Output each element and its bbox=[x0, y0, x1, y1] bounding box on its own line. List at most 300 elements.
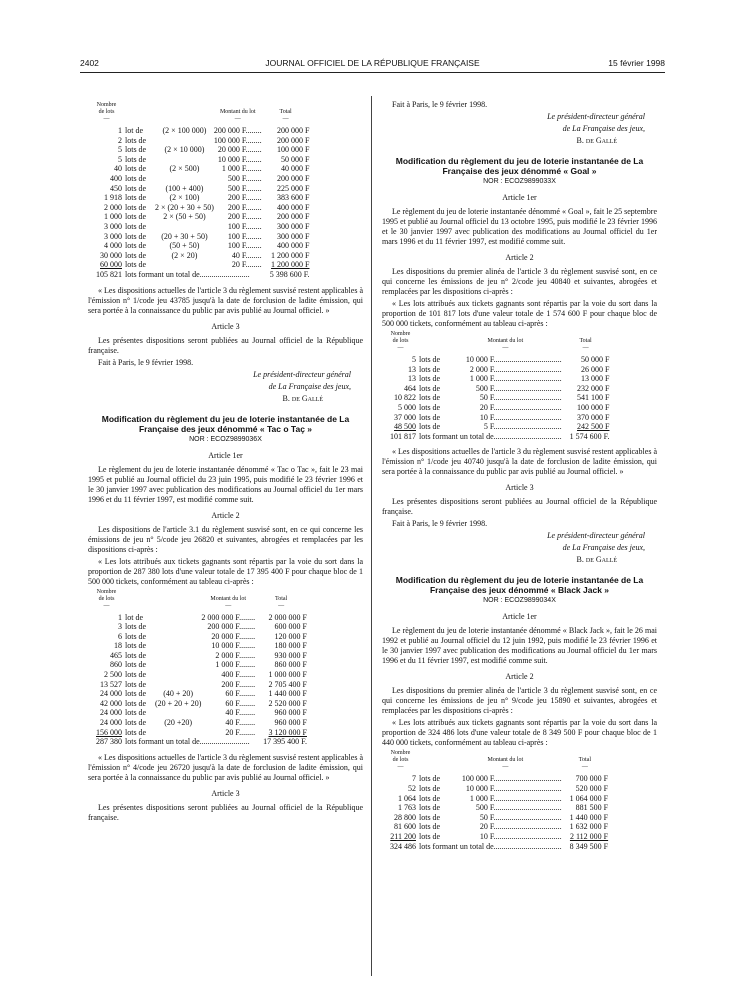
table-row bbox=[88, 689, 307, 699]
lot-amount: 500 F.................................. bbox=[475, 803, 562, 813]
lot-count: 211 200 bbox=[390, 831, 416, 841]
paragraph: « Les lots attribués aux tickets gagnants sont répartis par la voie du sort dans la proportion de 287 380 lots d'une valeur totale de 17 395 400 F pour chaque bloc de 1 500 000 tickets, conformément au tableau ci-après : bbox=[88, 556, 363, 586]
lot-total: 1 440 000 F bbox=[268, 689, 307, 699]
lot-amount: 2 000 000 F........ bbox=[201, 612, 256, 622]
lot-composition: (20 + 30 + 50) bbox=[161, 231, 208, 241]
paragraph: Les dispositions du premier alinéa de l'article 3 du règlement susvisé sont, en ce qui concerne les émissions de jeu n° 9/code jeu 15890 et suivantes, abrogées et remplacées par les dispositions ci-après : bbox=[382, 686, 657, 716]
lot-total: 1 000 000 F bbox=[268, 670, 307, 680]
lot-amount: 200 000 F........ bbox=[207, 622, 256, 632]
lot-amount: 100 F........ bbox=[227, 241, 262, 251]
paragraph: « Les dispositions actuelles de l'article 3 du règlement susvisé restent applicables à l'émission n° 4/code jeu 26720 jusqu'à la date de forclusion de ladite émission, qui sera portée à la connaissance du public par avis publié au Journal officiel. » bbox=[88, 752, 363, 782]
lot-count: 5 bbox=[118, 154, 122, 164]
table-total-row bbox=[382, 842, 608, 852]
lot-amount: 200 000 F........ bbox=[213, 126, 262, 135]
lot-amount: 100 000 F.................................. bbox=[461, 774, 562, 784]
table-row bbox=[382, 774, 608, 784]
signature-title: Le président-directeur général bbox=[253, 369, 351, 379]
lot-composition bbox=[155, 728, 201, 738]
table-row bbox=[88, 136, 310, 146]
lot-amount: 400 F........ bbox=[221, 670, 256, 680]
lot-total: 40 000 F bbox=[281, 164, 310, 174]
section-title: Modification du règlement du jeu de loterie instantanée de La Française des jeux dénommé « Tac o Taç » bbox=[101, 413, 350, 434]
lot-count: 13 bbox=[408, 374, 416, 384]
lots-table-1 bbox=[88, 102, 310, 280]
lot-count: 13 527 bbox=[100, 679, 122, 689]
table-total-row bbox=[88, 737, 307, 747]
lot-amount: 1 000 F........ bbox=[215, 660, 256, 670]
paragraph: Fait à Paris, le 9 février 1998. bbox=[392, 519, 488, 529]
total-text: lots formant un total de......................... bbox=[125, 737, 250, 747]
lot-count: 4 000 bbox=[104, 241, 122, 251]
lot-label: lots de bbox=[419, 355, 441, 364]
lot-label: lots de bbox=[125, 660, 147, 670]
lot-total: 700 000 F bbox=[575, 774, 609, 784]
lot-composition: (40 + 20) bbox=[163, 689, 194, 699]
total-value: 5 398 600 F. bbox=[269, 269, 310, 279]
lot-amount: 200 F........ bbox=[227, 202, 262, 212]
article-heading: Article 3 bbox=[211, 788, 240, 798]
lot-amount: 50 F.................................. bbox=[479, 812, 562, 822]
lot-label: lots de bbox=[419, 393, 441, 403]
paragraph: Les dispositions de l'article 3.1 du règlement susvisé sont, en ce qui concerne les émissions de jeu n° 5/code jeu 26820 et suivantes, abrogées et remplacées par les dispositions ci-après : bbox=[88, 524, 363, 554]
lot-label: lots de bbox=[125, 708, 147, 718]
lot-count: 1 000 bbox=[104, 212, 122, 222]
lot-total: 200 000 F bbox=[277, 126, 310, 135]
table-row bbox=[88, 155, 310, 165]
lot-count: 42 000 bbox=[100, 698, 122, 708]
lot-composition bbox=[155, 641, 201, 651]
lot-composition bbox=[155, 155, 214, 165]
lot-label: lots de bbox=[125, 193, 147, 203]
table-total-row bbox=[382, 432, 609, 442]
lot-label: lots de bbox=[125, 135, 147, 145]
signature-org: de La Française des jeux, bbox=[268, 381, 351, 391]
lot-total: 300 000 F bbox=[277, 221, 310, 231]
paragraph: Le règlement du jeu de loterie instantanée dénommé « Goal », fait le 25 septembre 1995 et publié au Journal officiel du 13 octobre 1995, puis modifié le 23 février 1996 et le 30 janvier 1997 avec publication des modifications au Journal officiel du 1er mars 1996 et du 11 février 1997, est modifié comme suit. bbox=[382, 207, 657, 246]
lot-label: lots de bbox=[419, 374, 441, 384]
lot-amount: 40 F........ bbox=[225, 718, 256, 728]
lot-count: 81 600 bbox=[394, 822, 416, 832]
lot-label: lots de bbox=[125, 212, 147, 222]
lot-amount: 10 F.................................. bbox=[479, 412, 562, 422]
lot-total: 2 520 000 F bbox=[268, 698, 307, 708]
lot-amount: 10 000 F........ bbox=[217, 154, 262, 164]
lot-composition bbox=[155, 260, 214, 270]
lot-label: lots de bbox=[125, 727, 147, 737]
lot-total: 1 200 000 F bbox=[271, 260, 310, 270]
paragraph: Le règlement du jeu de loterie instantanée dénommé « Tac o Tac », fait le 23 mai 1995 et publié au Journal officiel du 23 juin 1995, puis modifié le 23 février 1996 et le 30 janvier 1997 avec publication des modifications au Journal officiel du 1er mars 1996 et du 11 février 1997, est modifié comme suit. bbox=[88, 464, 363, 504]
table-row bbox=[382, 374, 609, 384]
signature-name: B. de Gallé bbox=[576, 136, 617, 145]
lot-total: 225 000 F bbox=[277, 183, 310, 193]
lot-amount: 100 F........ bbox=[227, 221, 262, 231]
lot-count: 52 bbox=[408, 783, 416, 793]
lot-count: 60 000 bbox=[100, 260, 122, 270]
paragraph: Les présentes dispositions seront publiées au Journal officiel de la République française. bbox=[88, 335, 363, 355]
col-header-count: Nombre de lots — bbox=[96, 588, 117, 609]
lot-amount: 10 000 F.................................. bbox=[465, 783, 562, 793]
lot-composition: (100 + 400) bbox=[165, 183, 204, 193]
signature-title: Le président-directeur général bbox=[547, 112, 645, 121]
lot-label: lots de bbox=[125, 260, 147, 270]
table-row bbox=[88, 260, 310, 270]
lot-amount: 60 F........ bbox=[225, 689, 256, 699]
lot-label: lots de bbox=[419, 793, 441, 803]
section-title: Modification du règlement du jeu de loterie instantanée de La Française des jeux dénommé « Goal » bbox=[395, 156, 644, 176]
table-row bbox=[88, 164, 310, 174]
article-heading: Article 1er bbox=[208, 450, 243, 460]
lot-total: 860 000 F bbox=[274, 660, 307, 670]
lot-count: 28 800 bbox=[394, 812, 416, 822]
lot-amount: 20 000 F........ bbox=[217, 145, 262, 155]
lot-count: 464 bbox=[404, 383, 416, 393]
lot-count: 6 bbox=[118, 631, 122, 641]
lot-count: 2 500 bbox=[104, 670, 122, 680]
lot-total: 120 000 F bbox=[274, 631, 307, 641]
lot-composition bbox=[155, 622, 201, 632]
lot-label: lots de bbox=[125, 250, 147, 260]
table-row bbox=[382, 803, 608, 813]
lot-composition bbox=[155, 670, 201, 680]
lot-total: 50 000 F bbox=[581, 355, 610, 364]
lot-label: lots de bbox=[125, 183, 147, 193]
lot-amount: 500 F.................................. bbox=[475, 383, 562, 393]
lot-amount: 500 F........ bbox=[227, 183, 262, 193]
lot-total: 370 000 F bbox=[577, 412, 610, 422]
lot-composition: 2 × (50 + 50) bbox=[163, 212, 206, 222]
article-heading: Article 2 bbox=[211, 510, 240, 520]
signature-name: B. de Gallé bbox=[576, 555, 617, 565]
lot-label: lot de bbox=[125, 612, 143, 622]
lot-amount: 10 F.................................. bbox=[479, 831, 562, 841]
table-row bbox=[382, 393, 609, 403]
nor-reference: NOR : ECOZ9899036X bbox=[189, 435, 262, 443]
lot-count: 18 bbox=[114, 641, 122, 651]
lot-count: 465 bbox=[110, 650, 122, 660]
lot-label: lots de bbox=[125, 202, 147, 212]
lot-amount: 2 000 F.................................. bbox=[469, 364, 562, 374]
lot-amount: 10 000 F........ bbox=[211, 641, 256, 651]
paragraph: Les présentes dispositions seront publiées au Journal officiel de la République française. bbox=[382, 497, 657, 517]
lot-count: 2 000 bbox=[104, 202, 122, 212]
lot-composition bbox=[155, 613, 201, 623]
total-value: 1 574 600 F. bbox=[569, 431, 610, 441]
lot-count: 156 000 bbox=[96, 727, 122, 737]
lot-total: 200 000 F bbox=[277, 173, 310, 183]
lot-label: lots de bbox=[419, 822, 441, 832]
lot-composition: 2 × (20 + 30 + 50) bbox=[155, 202, 214, 212]
lot-amount: 60 F........ bbox=[225, 698, 256, 708]
total-text: lots formant un total de......................... bbox=[125, 269, 250, 279]
lot-composition bbox=[155, 222, 214, 232]
lot-count: 1 918 bbox=[104, 193, 122, 203]
lot-composition: (20 +20) bbox=[164, 718, 193, 728]
lot-count: 1 bbox=[118, 126, 122, 135]
lot-composition bbox=[155, 136, 214, 146]
table-row bbox=[88, 232, 310, 242]
lot-total: 200 000 F bbox=[277, 212, 310, 222]
col-header-amount: Montant du lot — bbox=[219, 109, 256, 122]
lot-amount: 20 F.................................. bbox=[479, 822, 562, 832]
lot-amount: 500 F........ bbox=[227, 173, 262, 183]
table-row bbox=[382, 822, 608, 832]
lot-composition bbox=[155, 632, 201, 642]
signature-name: B. de Gallé bbox=[282, 393, 323, 403]
article-heading: Article 1er bbox=[502, 612, 537, 622]
col-header-total: Total — bbox=[274, 595, 288, 609]
lot-amount: 1 000 F........ bbox=[221, 164, 262, 174]
paragraph: Fait à Paris, le 9 février 1998. bbox=[98, 357, 194, 367]
lot-count: 5 bbox=[412, 355, 416, 364]
lot-total: 232 000 F bbox=[577, 383, 610, 393]
table-row bbox=[88, 613, 307, 623]
lots-table-2 bbox=[88, 589, 307, 747]
col-header-spacer bbox=[155, 589, 201, 613]
lot-total: 1 632 000 F bbox=[569, 822, 609, 832]
table-row bbox=[88, 699, 307, 709]
left-column bbox=[88, 100, 363, 825]
article-heading: Article 3 bbox=[211, 321, 240, 331]
table-row bbox=[382, 384, 609, 394]
lot-label: lots de bbox=[125, 689, 147, 699]
lot-composition: (2 × 20) bbox=[171, 250, 198, 260]
table-row bbox=[382, 422, 609, 432]
page-header bbox=[80, 58, 665, 72]
lot-composition bbox=[155, 660, 201, 670]
lot-amount: 5 F.................................. bbox=[483, 422, 562, 432]
lot-total: 520 000 F bbox=[575, 783, 609, 793]
table-row bbox=[88, 718, 307, 728]
lot-count: 3 000 bbox=[104, 221, 122, 231]
table-row bbox=[88, 184, 310, 194]
lot-amount: 20 000 F........ bbox=[211, 631, 256, 641]
lot-label: lots de bbox=[419, 402, 441, 412]
lot-amount: 40 F........ bbox=[231, 250, 262, 260]
lot-total: 100 000 F bbox=[577, 402, 610, 412]
lot-label: lots de bbox=[125, 631, 147, 641]
lot-label: lots de bbox=[125, 231, 147, 241]
paragraph: « Les dispositions actuelles de l'article 3 du règlement susvisé restent applicables à l'émission n° 1/code jeu 40740 jusqu'à la date de forclusion de ladite émission, qui sera portée à la connaissance du public par avis publié au Journal officiel. » bbox=[382, 447, 657, 477]
lot-label: lots de bbox=[125, 154, 147, 164]
lot-amount: 10 000 F.................................. bbox=[465, 355, 562, 364]
lot-amount: 200 F........ bbox=[227, 193, 262, 203]
table-row bbox=[88, 212, 310, 222]
col-header-spacer bbox=[155, 102, 214, 126]
lot-count: 13 bbox=[408, 364, 416, 374]
lot-total: 1 440 000 F bbox=[569, 812, 609, 822]
lot-label: lots de bbox=[125, 164, 147, 174]
lot-amount: 20 F........ bbox=[231, 260, 262, 270]
paragraph: Fait à Paris, le 9 février 1998. bbox=[392, 100, 488, 109]
table-row bbox=[88, 670, 307, 680]
lot-count: 2 bbox=[118, 135, 122, 145]
total-count: 287 380 bbox=[96, 737, 122, 747]
column-divider bbox=[371, 96, 372, 976]
lot-count: 1 763 bbox=[398, 803, 416, 813]
total-count: 101 817 bbox=[390, 431, 416, 441]
lot-total: 2 000 000 F bbox=[268, 612, 307, 622]
total-text: lots formant un total de.................................. bbox=[419, 431, 562, 441]
total-text: lots formant un total de.................................. bbox=[419, 841, 562, 851]
lot-total: 1 064 000 F bbox=[569, 793, 609, 803]
col-header-count: Nombre de lots — bbox=[390, 331, 411, 351]
lot-label: lots de bbox=[125, 145, 147, 155]
col-header-spacer bbox=[419, 331, 449, 355]
lot-composition: (2 × 100) bbox=[169, 193, 200, 203]
lot-label: lots de bbox=[125, 173, 147, 183]
lot-count: 3 000 bbox=[104, 231, 122, 241]
lot-label: lots de bbox=[419, 783, 441, 793]
lot-label: lots de bbox=[125, 241, 147, 251]
table-row bbox=[382, 832, 608, 842]
lot-count: 7 bbox=[412, 774, 416, 784]
lot-label: lots de bbox=[419, 803, 441, 813]
lot-count: 860 bbox=[110, 660, 122, 670]
col-header-total: Total — bbox=[578, 757, 591, 771]
lot-amount: 100 000 F........ bbox=[213, 135, 262, 145]
table-row bbox=[88, 622, 307, 632]
lot-composition bbox=[155, 651, 201, 661]
lot-count: 5 000 bbox=[398, 402, 416, 412]
table-row bbox=[88, 145, 310, 155]
paragraph: « Les lots attribués aux tickets gagnants sont répartis par la voie du sort dans la proportion de 101 817 lots d'une valeur totale de 1 574 600 F pour chaque bloc de 500 000 tickets, conformément au tableau ci-après : bbox=[382, 299, 657, 328]
table-row bbox=[382, 355, 609, 365]
lot-label: lots de bbox=[125, 221, 147, 231]
col-header-spacer bbox=[125, 589, 155, 613]
lot-amount: 100 F........ bbox=[227, 231, 262, 241]
lot-composition: (2 × 10 000) bbox=[164, 145, 205, 155]
page-number: 2402 bbox=[80, 58, 99, 68]
lot-amount: 2 000 F........ bbox=[215, 650, 256, 660]
lot-composition bbox=[155, 680, 201, 690]
lot-total: 960 000 F bbox=[274, 708, 307, 718]
lot-total: 2 112 000 F bbox=[569, 831, 609, 841]
table-row bbox=[88, 126, 310, 136]
lot-count: 24 000 bbox=[100, 708, 122, 718]
table-row bbox=[88, 174, 310, 184]
col-header-total: Total — bbox=[279, 109, 292, 122]
table-row bbox=[88, 241, 310, 251]
lot-composition: (20 + 20 + 20) bbox=[155, 698, 202, 708]
lots-table-4 bbox=[382, 750, 608, 851]
nor-reference: NOR : ECOZ9899033X bbox=[483, 178, 556, 185]
signature-title: Le président-directeur général bbox=[547, 531, 645, 541]
right-column bbox=[382, 100, 657, 857]
lot-label: lots de bbox=[419, 831, 441, 841]
table-row bbox=[88, 660, 307, 670]
section-title: Modification du règlement du jeu de loterie instantanée de La Française des jeux dénommé « Black Jack » bbox=[395, 575, 644, 596]
lot-count: 48 500 bbox=[394, 422, 416, 432]
lot-amount: 50 F.................................. bbox=[479, 393, 562, 403]
table-row bbox=[88, 203, 310, 213]
lot-amount: 200 F........ bbox=[221, 679, 256, 689]
lot-label: lots de bbox=[125, 679, 147, 689]
lot-count: 3 bbox=[118, 622, 122, 632]
table-row bbox=[382, 365, 609, 375]
lot-count: 24 000 bbox=[100, 689, 122, 699]
lot-amount: 200 F........ bbox=[227, 212, 262, 222]
lot-amount: 40 F........ bbox=[225, 708, 256, 718]
lot-label: lots de bbox=[125, 698, 147, 708]
lot-total: 541 100 F bbox=[577, 393, 610, 403]
col-header-spacer bbox=[419, 750, 449, 774]
lot-total: 200 000 F bbox=[277, 135, 310, 145]
table-row bbox=[382, 794, 608, 804]
lot-label: lots de bbox=[419, 364, 441, 374]
table-total-row bbox=[88, 270, 310, 280]
article-heading: Article 2 bbox=[505, 672, 534, 682]
total-value: 8 349 500 F bbox=[569, 841, 609, 851]
lot-count: 1 064 bbox=[398, 793, 416, 803]
table-row bbox=[88, 680, 307, 690]
signature-org: de La Française des jeux, bbox=[562, 543, 645, 553]
lot-total: 26 000 F bbox=[581, 364, 610, 374]
lot-total: 3 120 000 F bbox=[268, 727, 307, 737]
lot-total: 50 000 F bbox=[281, 154, 310, 164]
total-count: 105 821 bbox=[96, 269, 122, 279]
col-header-amount: Montant du lot — bbox=[487, 757, 524, 771]
lot-amount: 20 F........ bbox=[225, 727, 256, 737]
lot-composition: (2 × 500) bbox=[169, 164, 200, 174]
lot-label: lots de bbox=[125, 670, 147, 680]
lot-label: lots de bbox=[125, 650, 147, 660]
lot-label: lots de bbox=[419, 412, 441, 422]
lot-count: 400 bbox=[110, 173, 122, 183]
lot-total: 180 000 F bbox=[274, 641, 307, 651]
paragraph: « Les dispositions actuelles de l'article 3 du règlement susvisé restent applicables à l'émission n° 1/code jeu 43785 jusqu'à la date de forclusion de ladite émission, qui sera portée à la connaissance du public par avis publié au Journal officiel. » bbox=[88, 285, 363, 315]
lot-total: 400 000 F bbox=[277, 241, 310, 251]
col-header-count: Nombre de lots — bbox=[96, 102, 117, 122]
table-row bbox=[88, 728, 307, 738]
journal-title: JOURNAL OFFICIEL DE LA RÉPUBLIQUE FRANÇAISE bbox=[265, 58, 480, 68]
table-row bbox=[382, 403, 609, 413]
lot-count: 1 bbox=[118, 612, 122, 622]
lot-total: 13 000 F bbox=[581, 374, 610, 384]
table-row bbox=[88, 651, 307, 661]
table-row bbox=[88, 632, 307, 642]
lot-label: lots de bbox=[419, 383, 441, 393]
lot-label: lots de bbox=[125, 718, 147, 728]
article-heading: Article 2 bbox=[505, 253, 534, 262]
table-row bbox=[382, 784, 608, 794]
lot-composition: (2 × 100 000) bbox=[162, 126, 207, 135]
article-heading: Article 1er bbox=[502, 193, 537, 202]
lot-count: 24 000 bbox=[100, 718, 122, 728]
lot-count: 30 000 bbox=[100, 250, 122, 260]
lot-label: lots de bbox=[419, 422, 441, 432]
table-row bbox=[88, 193, 310, 203]
lot-count: 450 bbox=[110, 183, 122, 193]
lot-total: 100 000 F bbox=[277, 145, 310, 155]
lot-label: lots de bbox=[419, 812, 441, 822]
table-row bbox=[88, 708, 307, 718]
lot-total: 600 000 F bbox=[274, 622, 307, 632]
lot-total: 2 705 400 F bbox=[268, 679, 307, 689]
lot-label: lots de bbox=[125, 641, 147, 651]
issue-date: 15 février 1998 bbox=[608, 58, 665, 68]
col-header-spacer bbox=[125, 102, 155, 126]
lot-amount: 1 000 F.................................. bbox=[469, 374, 562, 384]
lot-total: 300 000 F bbox=[277, 231, 310, 241]
lot-count: 10 822 bbox=[394, 393, 416, 403]
paragraph: « Les lots attribués aux tickets gagnants sont répartis par la voie du sort dans la proportion de 324 486 lots d'une valeur totale de 8 349 500 F pour chaque bloc de 1 440 000 tickets, conformément au tableau ci-après : bbox=[382, 718, 657, 748]
paragraph: Les présentes dispositions seront publiées au Journal officiel de la République française. bbox=[88, 802, 363, 822]
col-header-total: Total — bbox=[579, 338, 592, 351]
header-rule bbox=[80, 72, 665, 73]
lot-total: 1 200 000 F bbox=[271, 250, 310, 260]
lot-composition bbox=[155, 708, 201, 718]
article-heading: Article 3 bbox=[505, 483, 534, 493]
